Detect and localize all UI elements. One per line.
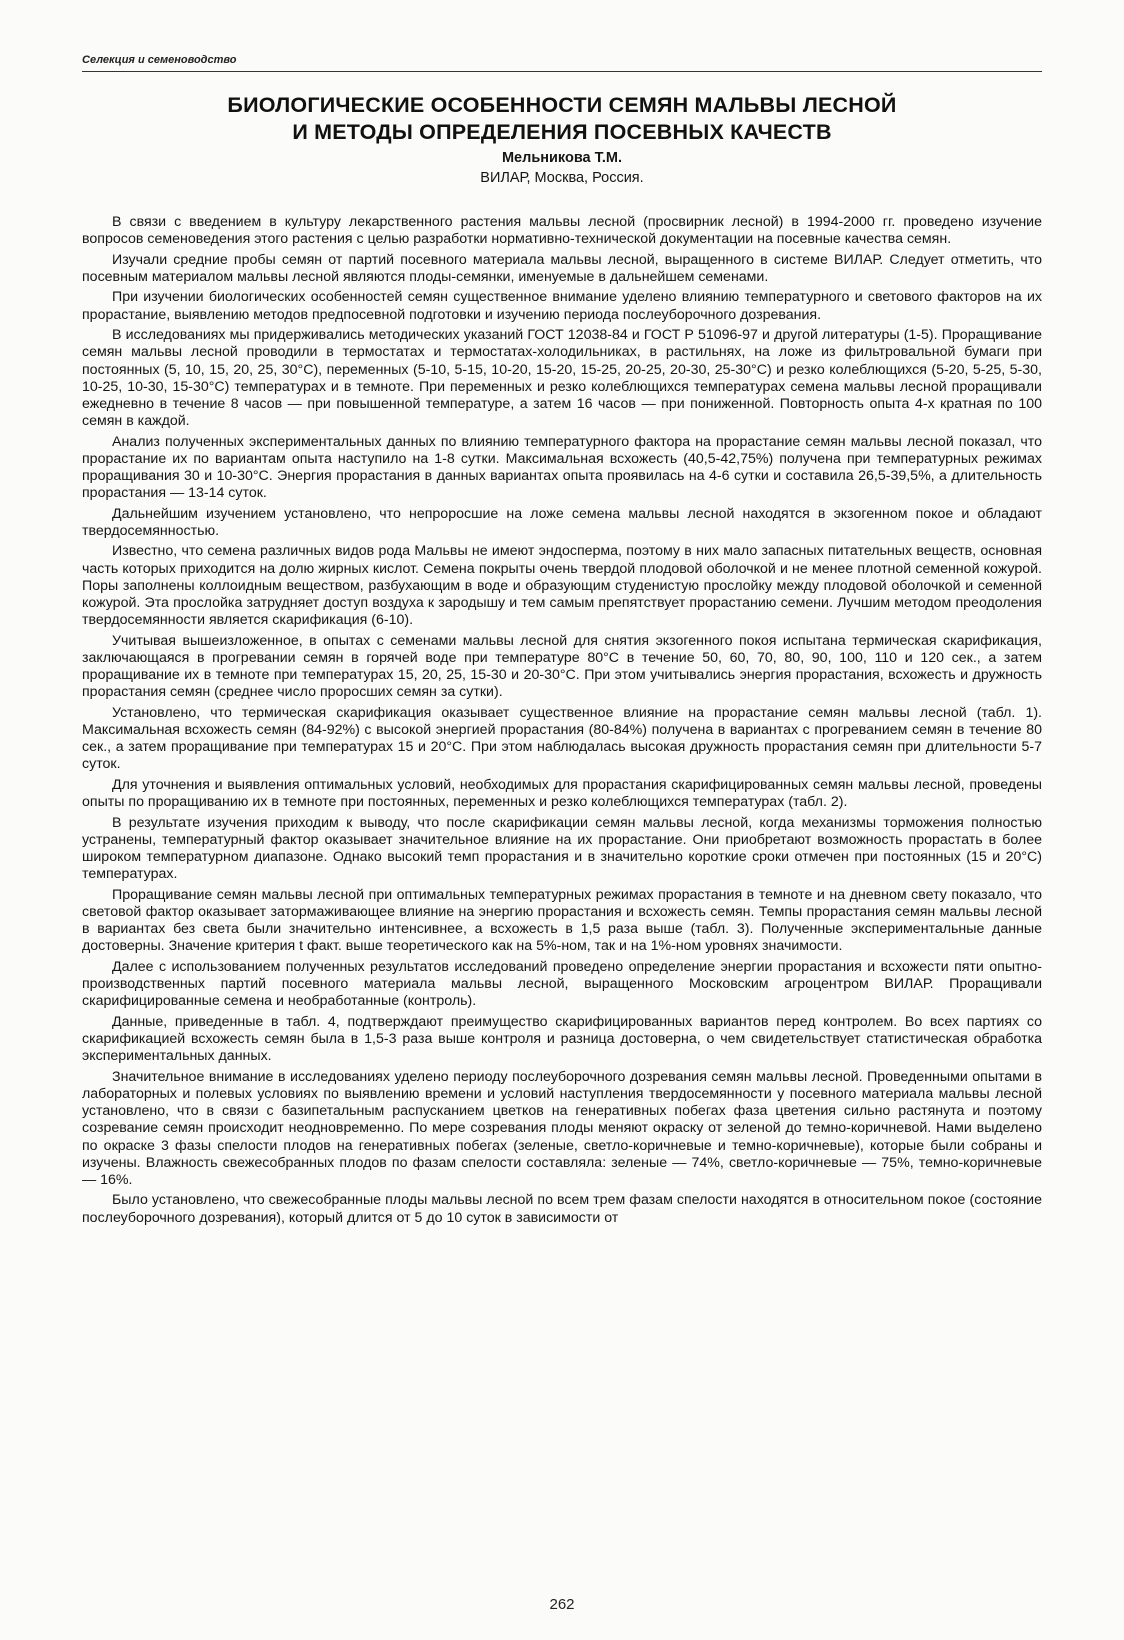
paragraph: Установлено, что термическая скарификация оказывает существенное влияние на прорастание семян мальвы лесной (табл. 1). Максимальная всхожесть семян (84-92%) с высокой энергией прорастания (80-84%) получена в вариантах с прогреванием семян в течение 80 сек., а затем проращивание при температурах 15 и 20°С. При этом наблюдалась высокая дружность прорастания семян при длительности 5-7 суток. bbox=[82, 704, 1042, 773]
affiliation: ВИЛАР, Москва, Россия. bbox=[480, 170, 644, 186]
paragraph: Данные, приведенные в табл. 4, подтверждают преимущество скарифицированных вариантов перед контролем. Во всех партиях со скарификацией всхожесть семян была в 1,5-3 раза выше контроля и разница достоверна, о чем свидетельствует статистическая обработка экспериментальных данных. bbox=[82, 1013, 1042, 1065]
paragraph: Изучали средние пробы семян от партий посевного материала мальвы лесной, выращенного в системе ВИЛАР. Следует отметить, что посевным материалом мальвы лесной являются плоды-семянки, именуемые в дальнейшем семенами. bbox=[82, 251, 1042, 285]
paragraph: Далее с использованием полученных результатов исследований проведено определение энергии прорастания и всхожести пяти опытно-производственных партий посевного материала мальвы лесной, выращенного Московским агроцентром ВИЛАР. Проращивали скарифицированные семена и необработанные (контроль). bbox=[82, 958, 1042, 1010]
title-line-2: И МЕТОДЫ ОПРЕДЕЛЕНИЯ ПОСЕВНЫХ КАЧЕСТВ bbox=[292, 120, 832, 144]
paragraph: В результате изучения приходим к выводу, что после скарификации семян мальвы лесной, когда механизмы торможения полностью устранены, температурный фактор оказывает значительное влияние на их прорастание. Они приобретают возможность прорастать в более широком температурном диапазоне. Однако высокий темп прорастания и в значительно короткие сроки отмечен при постоянных (15 и 20°С) температурах. bbox=[82, 814, 1042, 883]
paragraph: В связи с введением в культуру лекарственного растения мальвы лесной (просвирник лесной) в 1994-2000 гг. проведено изучение вопросов семеноведения этого растения с целью разработки нормативно-технической документации на посевные качества семян. bbox=[82, 214, 1042, 248]
running-header: Селекция и семеноводство bbox=[82, 54, 237, 66]
paragraph: Для уточнения и выявления оптимальных условий, необходимых для прорастания скарифицированных семян мальвы лесной, проведены опыты по проращиванию их в темноте при постоянных, переменных и резко колеблющихся температурах (табл. 2). bbox=[82, 776, 1042, 811]
paragraph: Анализ полученных экспериментальных данных по влиянию температурного фактора на прорастание семян мальвы лесной показал, что прорастание их по вариантам опыта наступило на 1-8 сутки. Максимальная всхожесть (40,5-42,75%) получена при температурных режимах проращивания 30 и 10-30°С. Энергия прорастания в данных вариантах опыта проявилась на 4-6 сутки и составила 26,5-39,5%, а длительность прорастания — 13-14 суток. bbox=[82, 433, 1042, 502]
page-number: 262 bbox=[549, 1596, 575, 1613]
author: Мельникова Т.М. bbox=[501, 150, 623, 166]
paragraph: При изучении биологических особенностей семян существенное внимание уделено влиянию температурного и светового факторов на их прорастание, выявлению методов предпосевной подготовки и изучению периода послеуборочного дозревания. bbox=[82, 289, 1042, 323]
paragraph: Было установлено, что свежесобранные плоды мальвы лесной по всем трем фазам спелости находятся в относительном покое (состояние послеуборочного дозревания), который длится от 5 до 10 суток в зависимости от bbox=[82, 1192, 1042, 1226]
header-rule bbox=[82, 71, 1042, 72]
title-line-1: БИОЛОГИЧЕСКИЕ ОСОБЕННОСТИ СЕМЯН МАЛЬВЫ ЛЕСНОЙ bbox=[227, 93, 897, 117]
paragraph: Учитывая вышеизложенное, в опытах с семенами мальвы лесной для снятия экзогенного покоя испытана термическая скарификация, заключающаяся в прогревании семян в горячей воде при температуре 80°С в течение 50, 60, 70, 80, 90, 100, 110 и 120 сек., а затем проращивание их в темноте при температурах 15, 20, 25, 15-30 и 20-30°С. При этом учитывались энергия прорастания, всхожесть и дружность прорастания семян (среднее число проросших семян за сутки). bbox=[82, 632, 1042, 701]
paragraph: Известно, что семена различных видов рода Мальвы не имеют эндосперма, поэтому в них мало запасных питательных веществ, основная часть которых приходится на долю жирных кислот. Семена покрыты очень твердой плодовой оболочкой и не менее плотной семенной кожурой. Поры заполнены коллоидным веществом, разбухающим в воде и образующим студенистую прослойку между плодовой оболочкой и семенной кожурой. Эта прослойка затрудняет доступ воздуха к зародышу и тем самым препятствует прорастанию семени. Лучшим методом преодоления твердосемянности является скарификация (6-10). bbox=[82, 543, 1042, 629]
paragraph: Дальнейшим изучением установлено, что непроросшие на ложе семена мальвы лесной находятся в экзогенном покое и обладают твердосемянностью. bbox=[82, 505, 1042, 539]
title-block bbox=[82, 92, 1042, 189]
article-title bbox=[82, 92, 1042, 146]
paragraph: В исследованиях мы придерживались методических указаний ГОСТ 12038-84 и ГОСТ Р 51096-97 и другой литературы (1-5). Проращивание семян мальвы лесной проводили в термостатах и термостатах-холодильниках, в растильнях, на ложе из фильтровальной бумаги при постоянных (5, 10, 15, 20, 25, 30°С), переменных (5-10, 5-15, 10-20, 15-20, 15-25, 20-25, 20-30, 25-30°С) и резко колеблющихся (5-20, 5-25, 5-30, 10-25, 10-30, 15-30°С) температурах и в темноте. При переменных и резко колеблющихся температурах семена мальвы лесной проращивали ежедневно в течение 8 часов — при повышенной температуре, а затем 16 часов — при пониженной. Повторность опыта 4-х кратная по 100 семян в каждой. bbox=[82, 327, 1042, 430]
article-body bbox=[82, 214, 1042, 1230]
paragraph: Значительное внимание в исследованиях уделено периоду послеуборочного дозревания семян мальвы лесной. Проведенными опытами в лабораторных и полевых условиях по выявлению времени и условий наступления твердосемянности у посевного материала мальвы лесной установлено, что в связи с базипетальным распусканием цветков на генеративных побегах фаза цветения сильно растянута и поэтому созревание семян происходит неодновременно. По мере созревания плоды меняют окраску от зеленой до темно-коричневой. Нами выделено по окраске 3 фазы спелости плодов на генеративных побегах (зеленые, светло-коричневые и темно-коричневые), которые были собраны и изучены. Влажность свежесобранных плодов по фазам спелости составляла: зеленые — 74%, светло-коричневые — 75%, темно-коричневые — 16%. bbox=[82, 1068, 1042, 1188]
paragraph: Проращивание семян мальвы лесной при оптимальных температурных режимах прорастания в темноте и на дневном свету показало, что световой фактор оказывает затормаживающее влияние на энергию прорастания и всхожесть семян. Темпы прорастания семян мальвы лесной в вариантах без света были значительно интенсивнее, а всхожесть в 1,5 раза выше (табл. 3). Полученные экспериментальные данные достоверны. Значение критерия t факт. выше теоретического как на 5%-ном, так и на 1%-ном уровнях значимости. bbox=[82, 886, 1042, 955]
